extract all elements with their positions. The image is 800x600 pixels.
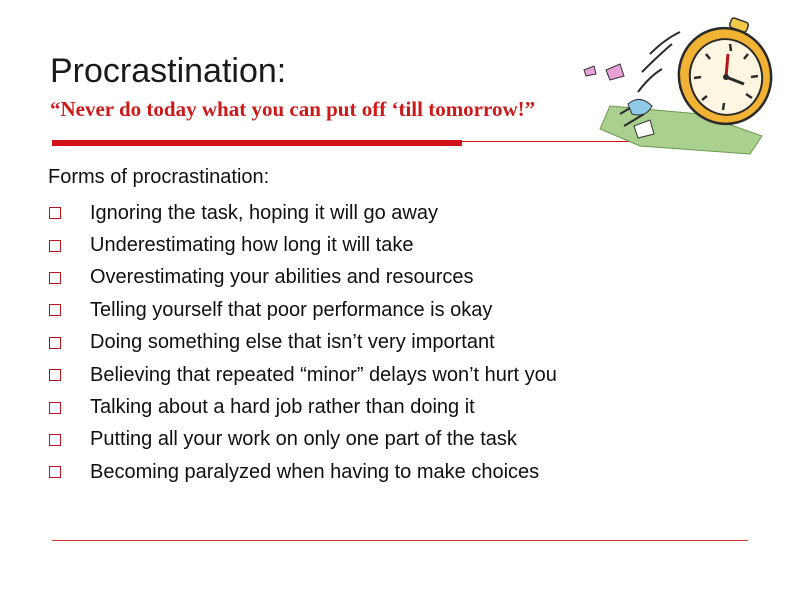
procrastination-forms-list [48, 197, 557, 489]
list-item-text: Telling yourself that poor performance is okay [90, 298, 493, 321]
hollow-square-icon [49, 402, 61, 414]
list-item-text: Ignoring the task, hoping it will go away [90, 201, 438, 224]
hollow-square-icon [49, 369, 61, 381]
list-item-text: Becoming paralyzed when having to make choices [90, 460, 540, 483]
list-item [48, 229, 557, 261]
hollow-square-icon [49, 466, 61, 478]
list-item [48, 456, 557, 488]
list-item [48, 359, 557, 391]
list-item [48, 391, 557, 423]
list-item [48, 327, 557, 359]
hollow-square-icon [49, 434, 61, 446]
hollow-square-icon [49, 304, 61, 316]
list-item [48, 197, 557, 229]
flying-stopwatch-clipart [580, 14, 780, 159]
hollow-square-icon [49, 272, 61, 284]
list-item-text: Underestimating how long it will take [90, 234, 414, 257]
hollow-square-icon [49, 240, 61, 252]
list-item [48, 294, 557, 326]
list-item-text: Talking about a hard job rather than doing it [90, 396, 475, 419]
footer-divider [52, 540, 748, 541]
list-item-text: Believing that repeated “minor” delays won’t hurt you [90, 363, 557, 386]
slide-title: Procrastination: [50, 52, 287, 90]
list-item-text: Putting all your work on only one part of the task [90, 428, 517, 451]
list-item-text: Overestimating your abilities and resources [90, 266, 474, 289]
title-underline-thick [52, 140, 462, 146]
list-item [48, 262, 557, 294]
list-item [48, 424, 557, 456]
hollow-square-icon [49, 337, 61, 349]
list-item-text: Doing something else that isn’t very important [90, 331, 495, 354]
forms-intro-text: Forms of procrastination: [48, 166, 270, 188]
slide-subtitle-quote: “Never do today what you can put off ‘till tomorrow!” [50, 97, 536, 121]
hollow-square-icon [49, 207, 61, 219]
